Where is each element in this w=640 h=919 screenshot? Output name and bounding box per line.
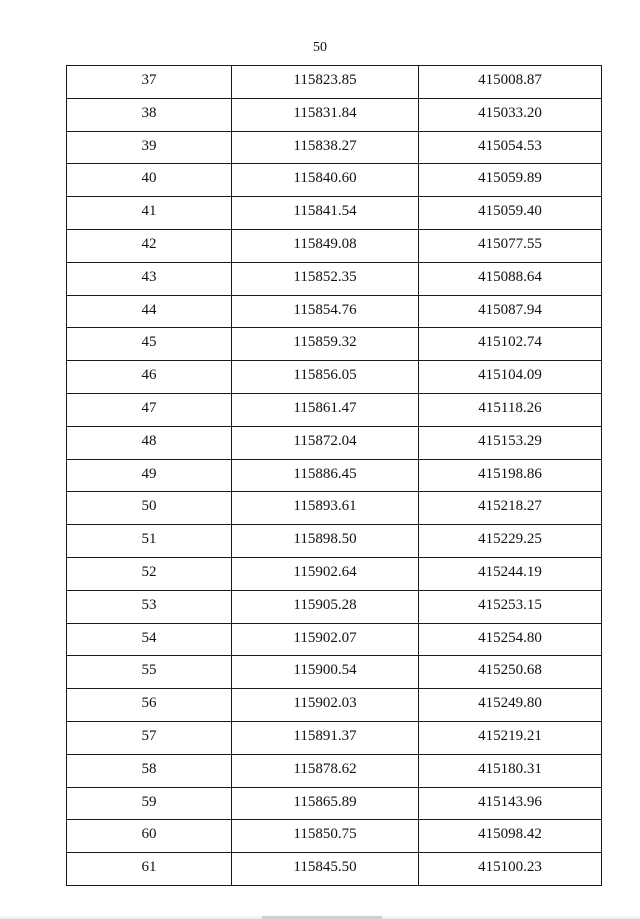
coordinate-y-cell: 415244.19 (419, 557, 602, 590)
coordinate-y-cell: 415054.53 (419, 131, 602, 164)
table-row (67, 131, 602, 164)
point-number-cell: 56 (67, 689, 232, 722)
point-number-cell: 47 (67, 393, 232, 426)
point-number-cell: 54 (67, 623, 232, 656)
table-row (67, 787, 602, 820)
coordinate-x-cell: 115891.37 (232, 721, 419, 754)
table-row (67, 754, 602, 787)
coordinate-x-cell: 115861.47 (232, 393, 419, 426)
point-number-cell: 51 (67, 525, 232, 558)
coordinate-x-cell: 115898.50 (232, 525, 419, 558)
table-row (67, 197, 602, 230)
point-number-cell: 38 (67, 98, 232, 131)
point-number-cell: 49 (67, 459, 232, 492)
point-number-cell: 44 (67, 295, 232, 328)
coordinate-y-cell: 415118.26 (419, 393, 602, 426)
coordinate-y-cell: 415153.29 (419, 426, 602, 459)
coordinate-y-cell: 415249.80 (419, 689, 602, 722)
coordinate-x-cell: 115905.28 (232, 590, 419, 623)
coordinate-y-cell: 415198.86 (419, 459, 602, 492)
table-row (67, 721, 602, 754)
table-row (67, 590, 602, 623)
point-number-cell: 52 (67, 557, 232, 590)
coordinate-y-cell: 415219.21 (419, 721, 602, 754)
coordinate-y-cell: 415100.23 (419, 853, 602, 886)
coordinate-y-cell: 415033.20 (419, 98, 602, 131)
table-row (67, 525, 602, 558)
coordinate-x-cell: 115845.50 (232, 853, 419, 886)
coordinate-y-cell: 415098.42 (419, 820, 602, 853)
coordinate-y-cell: 415250.68 (419, 656, 602, 689)
table-row (67, 229, 602, 262)
coordinate-y-cell: 415087.94 (419, 295, 602, 328)
coordinate-x-cell: 115893.61 (232, 492, 419, 525)
point-number-cell: 61 (67, 853, 232, 886)
table-row (67, 623, 602, 656)
point-number-cell: 40 (67, 164, 232, 197)
coordinate-x-cell: 115878.62 (232, 754, 419, 787)
point-number-cell: 55 (67, 656, 232, 689)
coordinate-x-cell: 115902.64 (232, 557, 419, 590)
coordinate-y-cell: 415253.15 (419, 590, 602, 623)
point-number-cell: 57 (67, 721, 232, 754)
coordinate-y-cell: 415077.55 (419, 229, 602, 262)
coordinate-y-cell: 415180.31 (419, 754, 602, 787)
table-row (67, 853, 602, 886)
coordinate-table-body (67, 66, 602, 886)
table-row (67, 361, 602, 394)
coordinate-y-cell: 415102.74 (419, 328, 602, 361)
point-number-cell: 53 (67, 590, 232, 623)
point-number-cell: 39 (67, 131, 232, 164)
point-number-cell: 60 (67, 820, 232, 853)
table-row (67, 328, 602, 361)
table-row (67, 656, 602, 689)
coordinate-x-cell: 115900.54 (232, 656, 419, 689)
table-row (67, 557, 602, 590)
coordinate-x-cell: 115841.54 (232, 197, 419, 230)
point-number-cell: 48 (67, 426, 232, 459)
page-number: 50 (313, 40, 327, 55)
point-number-cell: 50 (67, 492, 232, 525)
coordinate-x-cell: 115831.84 (232, 98, 419, 131)
coordinate-x-cell: 115859.32 (232, 328, 419, 361)
table-row (67, 295, 602, 328)
table-row (67, 66, 602, 99)
table-row (67, 426, 602, 459)
coordinate-y-cell: 415008.87 (419, 66, 602, 99)
coordinate-x-cell: 115902.03 (232, 689, 419, 722)
coordinate-y-cell: 415059.40 (419, 197, 602, 230)
coordinate-y-cell: 415104.09 (419, 361, 602, 394)
table-row (67, 393, 602, 426)
coordinate-x-cell: 115856.05 (232, 361, 419, 394)
point-number-cell: 42 (67, 229, 232, 262)
table-row (67, 459, 602, 492)
coordinate-y-cell: 415254.80 (419, 623, 602, 656)
table-row (67, 98, 602, 131)
coordinate-table (66, 65, 602, 886)
coordinate-x-cell: 115838.27 (232, 131, 419, 164)
point-number-cell: 43 (67, 262, 232, 295)
coordinate-y-cell: 415143.96 (419, 787, 602, 820)
coordinate-x-cell: 115849.08 (232, 229, 419, 262)
coordinate-y-cell: 415059.89 (419, 164, 602, 197)
coordinate-y-cell: 415229.25 (419, 525, 602, 558)
point-number-cell: 41 (67, 197, 232, 230)
coordinate-x-cell: 115872.04 (232, 426, 419, 459)
table-row (67, 689, 602, 722)
point-number-cell: 59 (67, 787, 232, 820)
coordinate-y-cell: 415088.64 (419, 262, 602, 295)
point-number-cell: 46 (67, 361, 232, 394)
table-row (67, 820, 602, 853)
coordinate-x-cell: 115865.89 (232, 787, 419, 820)
coordinate-x-cell: 115823.85 (232, 66, 419, 99)
coordinate-x-cell: 115850.75 (232, 820, 419, 853)
coordinate-y-cell: 415218.27 (419, 492, 602, 525)
coordinate-x-cell: 115840.60 (232, 164, 419, 197)
point-number-cell: 58 (67, 754, 232, 787)
coordinate-x-cell: 115854.76 (232, 295, 419, 328)
table-row (67, 262, 602, 295)
coordinate-x-cell: 115902.07 (232, 623, 419, 656)
point-number-cell: 45 (67, 328, 232, 361)
point-number-cell: 37 (67, 66, 232, 99)
coordinate-x-cell: 115852.35 (232, 262, 419, 295)
table-row (67, 164, 602, 197)
table-row (67, 492, 602, 525)
coordinate-x-cell: 115886.45 (232, 459, 419, 492)
